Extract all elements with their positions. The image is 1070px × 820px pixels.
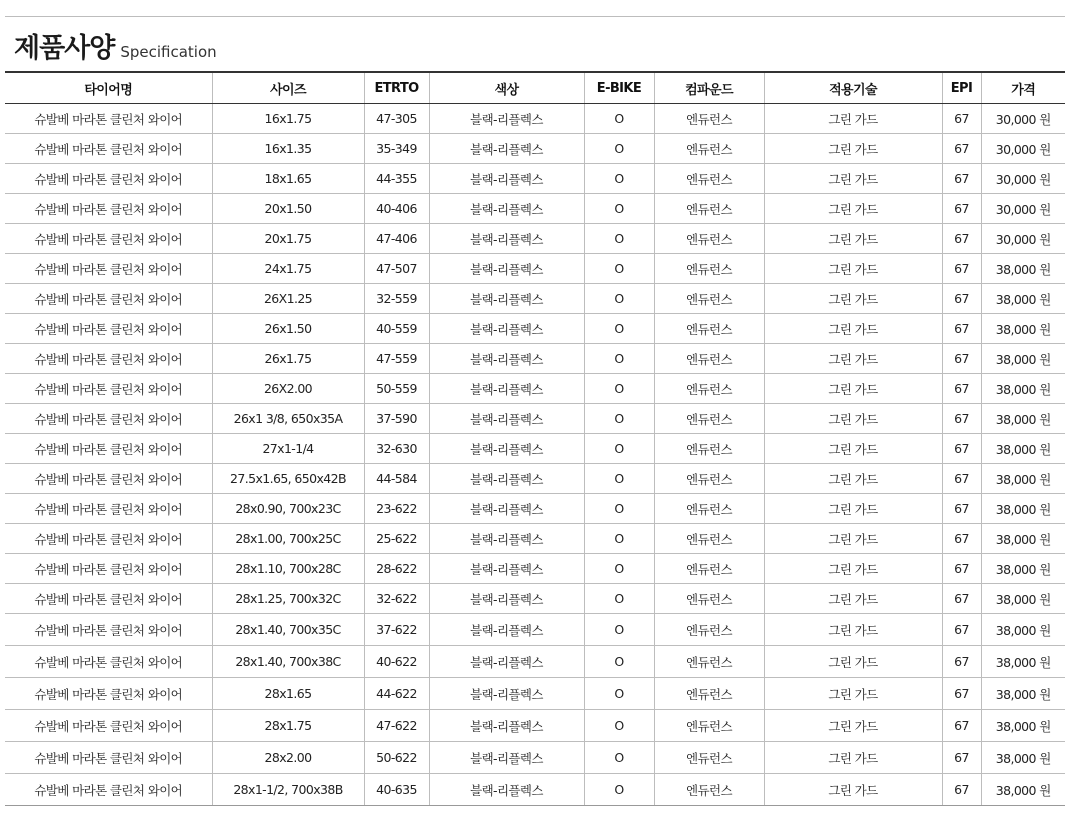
cell-size: 16x1.75 [212, 104, 364, 134]
cell-technology: 그린 가드 [764, 710, 942, 742]
header-price: 가격 [981, 72, 1065, 104]
cell-price: 38,000 원 [981, 374, 1065, 404]
cell-ebike: O [584, 404, 654, 434]
cell-color: 블랙-리플렉스 [429, 494, 584, 524]
cell-price: 38,000 원 [981, 254, 1065, 284]
table-row [5, 464, 1065, 494]
cell-compound: 엔듀런스 [654, 434, 764, 464]
cell-size: 27x1-1/4 [212, 434, 364, 464]
header-etrto: ETRTO [364, 72, 429, 104]
table-row [5, 742, 1065, 774]
table-row [5, 194, 1065, 224]
cell-ebike: O [584, 314, 654, 344]
cell-etrto: 44-355 [364, 164, 429, 194]
cell-color: 블랙-리플렉스 [429, 434, 584, 464]
cell-color: 블랙-리플렉스 [429, 344, 584, 374]
cell-epi: 67 [942, 678, 981, 710]
cell-technology: 그린 가드 [764, 494, 942, 524]
cell-tire-name: 슈발베 마라톤 클린처 와이어 [5, 344, 212, 374]
table-row [5, 314, 1065, 344]
cell-size: 28x1.40, 700x38C [212, 646, 364, 678]
cell-epi: 67 [942, 524, 981, 554]
cell-technology: 그린 가드 [764, 464, 942, 494]
cell-price: 38,000 원 [981, 284, 1065, 314]
cell-etrto: 40-622 [364, 646, 429, 678]
cell-etrto: 47-507 [364, 254, 429, 284]
cell-tire-name: 슈발베 마라톤 클린처 와이어 [5, 164, 212, 194]
cell-size: 26x1.75 [212, 344, 364, 374]
cell-epi: 67 [942, 284, 981, 314]
table-row [5, 614, 1065, 646]
cell-compound: 엔듀런스 [654, 314, 764, 344]
cell-ebike: O [584, 646, 654, 678]
table-body [5, 104, 1065, 806]
cell-size: 26x1 3/8, 650x35A [212, 404, 364, 434]
cell-compound: 엔듀런스 [654, 524, 764, 554]
cell-compound: 엔듀런스 [654, 584, 764, 614]
section-heading [14, 26, 217, 65]
header-size: 사이즈 [212, 72, 364, 104]
table-row [5, 164, 1065, 194]
cell-tire-name: 슈발베 마라톤 클린처 와이어 [5, 134, 212, 164]
section-title: 제품사양 [14, 33, 115, 64]
table-row [5, 284, 1065, 314]
cell-etrto: 47-559 [364, 344, 429, 374]
cell-etrto: 44-584 [364, 464, 429, 494]
cell-price: 38,000 원 [981, 614, 1065, 646]
cell-price: 38,000 원 [981, 584, 1065, 614]
cell-tire-name: 슈발베 마라톤 클린처 와이어 [5, 774, 212, 806]
cell-epi: 67 [942, 374, 981, 404]
cell-ebike: O [584, 254, 654, 284]
table-row [5, 554, 1065, 584]
cell-compound: 엔듀런스 [654, 710, 764, 742]
header-ebike: E-BIKE [584, 72, 654, 104]
cell-price: 38,000 원 [981, 464, 1065, 494]
cell-price: 30,000 원 [981, 224, 1065, 254]
table-row [5, 134, 1065, 164]
cell-epi: 67 [942, 344, 981, 374]
table-row [5, 646, 1065, 678]
cell-ebike: O [584, 434, 654, 464]
cell-technology: 그린 가드 [764, 224, 942, 254]
cell-color: 블랙-리플렉스 [429, 584, 584, 614]
cell-etrto: 32-630 [364, 434, 429, 464]
cell-price: 38,000 원 [981, 344, 1065, 374]
cell-size: 20x1.50 [212, 194, 364, 224]
cell-compound: 엔듀런스 [654, 164, 764, 194]
table-row [5, 404, 1065, 434]
cell-ebike: O [584, 194, 654, 224]
top-divider [5, 16, 1065, 17]
cell-tire-name: 슈발베 마라톤 클린처 와이어 [5, 254, 212, 284]
cell-color: 블랙-리플렉스 [429, 164, 584, 194]
cell-epi: 67 [942, 134, 981, 164]
cell-price: 38,000 원 [981, 678, 1065, 710]
table-row [5, 584, 1065, 614]
cell-epi: 67 [942, 254, 981, 284]
cell-color: 블랙-리플렉스 [429, 404, 584, 434]
cell-epi: 67 [942, 614, 981, 646]
cell-ebike: O [584, 134, 654, 164]
cell-price: 30,000 원 [981, 194, 1065, 224]
cell-tire-name: 슈발베 마라톤 클린처 와이어 [5, 224, 212, 254]
cell-technology: 그린 가드 [764, 404, 942, 434]
cell-color: 블랙-리플렉스 [429, 678, 584, 710]
cell-technology: 그린 가드 [764, 344, 942, 374]
table-row [5, 344, 1065, 374]
cell-color: 블랙-리플렉스 [429, 254, 584, 284]
cell-epi: 67 [942, 554, 981, 584]
cell-tire-name: 슈발베 마라톤 클린처 와이어 [5, 614, 212, 646]
table-row [5, 774, 1065, 806]
cell-compound: 엔듀런스 [654, 494, 764, 524]
cell-tire-name: 슈발베 마라톤 클린처 와이어 [5, 646, 212, 678]
table-row [5, 224, 1065, 254]
cell-price: 38,000 원 [981, 710, 1065, 742]
cell-ebike: O [584, 554, 654, 584]
cell-epi: 67 [942, 314, 981, 344]
cell-technology: 그린 가드 [764, 164, 942, 194]
cell-etrto: 50-622 [364, 742, 429, 774]
cell-size: 28x2.00 [212, 742, 364, 774]
cell-etrto: 37-590 [364, 404, 429, 434]
cell-technology: 그린 가드 [764, 584, 942, 614]
cell-ebike: O [584, 614, 654, 646]
cell-compound: 엔듀런스 [654, 678, 764, 710]
cell-technology: 그린 가드 [764, 374, 942, 404]
cell-tire-name: 슈발베 마라톤 클린처 와이어 [5, 314, 212, 344]
cell-compound: 엔듀런스 [654, 344, 764, 374]
cell-ebike: O [584, 678, 654, 710]
cell-color: 블랙-리플렉스 [429, 284, 584, 314]
table-row [5, 710, 1065, 742]
cell-epi: 67 [942, 434, 981, 464]
cell-compound: 엔듀런스 [654, 284, 764, 314]
cell-epi: 67 [942, 774, 981, 806]
cell-size: 26X1.25 [212, 284, 364, 314]
table-row [5, 494, 1065, 524]
cell-etrto: 40-635 [364, 774, 429, 806]
cell-tire-name: 슈발베 마라톤 클린처 와이어 [5, 194, 212, 224]
cell-ebike: O [584, 464, 654, 494]
cell-price: 30,000 원 [981, 104, 1065, 134]
cell-tire-name: 슈발베 마라톤 클린처 와이어 [5, 374, 212, 404]
cell-epi: 67 [942, 646, 981, 678]
cell-price: 38,000 원 [981, 646, 1065, 678]
cell-tire-name: 슈발베 마라톤 클린처 와이어 [5, 284, 212, 314]
cell-price: 30,000 원 [981, 134, 1065, 164]
cell-color: 블랙-리플렉스 [429, 374, 584, 404]
cell-etrto: 32-559 [364, 284, 429, 314]
cell-ebike: O [584, 774, 654, 806]
cell-etrto: 25-622 [364, 524, 429, 554]
cell-compound: 엔듀런스 [654, 554, 764, 584]
cell-etrto: 37-622 [364, 614, 429, 646]
cell-ebike: O [584, 164, 654, 194]
cell-etrto: 47-622 [364, 710, 429, 742]
table-row [5, 524, 1065, 554]
cell-price: 38,000 원 [981, 314, 1065, 344]
cell-price: 38,000 원 [981, 554, 1065, 584]
cell-tire-name: 슈발베 마라톤 클린처 와이어 [5, 464, 212, 494]
cell-color: 블랙-리플렉스 [429, 554, 584, 584]
cell-etrto: 50-559 [364, 374, 429, 404]
cell-size: 28x0.90, 700x23C [212, 494, 364, 524]
cell-tire-name: 슈발베 마라톤 클린처 와이어 [5, 742, 212, 774]
cell-etrto: 47-305 [364, 104, 429, 134]
cell-price: 38,000 원 [981, 404, 1065, 434]
cell-size: 20x1.75 [212, 224, 364, 254]
cell-technology: 그린 가드 [764, 434, 942, 464]
cell-ebike: O [584, 524, 654, 554]
cell-technology: 그린 가드 [764, 104, 942, 134]
cell-color: 블랙-리플렉스 [429, 134, 584, 164]
cell-color: 블랙-리플렉스 [429, 314, 584, 344]
cell-color: 블랙-리플렉스 [429, 710, 584, 742]
cell-ebike: O [584, 104, 654, 134]
cell-technology: 그린 가드 [764, 678, 942, 710]
cell-size: 26x1.50 [212, 314, 364, 344]
cell-epi: 67 [942, 494, 981, 524]
cell-technology: 그린 가드 [764, 254, 942, 284]
cell-size: 28x1.25, 700x32C [212, 584, 364, 614]
table-row [5, 104, 1065, 134]
cell-ebike: O [584, 584, 654, 614]
cell-etrto: 47-406 [364, 224, 429, 254]
header-epi: EPI [942, 72, 981, 104]
cell-tire-name: 슈발베 마라톤 클린처 와이어 [5, 404, 212, 434]
cell-tire-name: 슈발베 마라톤 클린처 와이어 [5, 710, 212, 742]
section-subtitle: Specification [120, 43, 217, 61]
cell-technology: 그린 가드 [764, 614, 942, 646]
header-color: 색상 [429, 72, 584, 104]
cell-epi: 67 [942, 104, 981, 134]
cell-tire-name: 슈발베 마라톤 클린처 와이어 [5, 494, 212, 524]
cell-etrto: 32-622 [364, 584, 429, 614]
cell-compound: 엔듀런스 [654, 774, 764, 806]
cell-compound: 엔듀런스 [654, 254, 764, 284]
cell-technology: 그린 가드 [764, 524, 942, 554]
cell-price: 38,000 원 [981, 742, 1065, 774]
cell-size: 28x1-1/2, 700x38B [212, 774, 364, 806]
cell-ebike: O [584, 344, 654, 374]
cell-size: 18x1.65 [212, 164, 364, 194]
cell-technology: 그린 가드 [764, 742, 942, 774]
cell-technology: 그린 가드 [764, 646, 942, 678]
cell-ebike: O [584, 710, 654, 742]
cell-etrto: 44-622 [364, 678, 429, 710]
cell-tire-name: 슈발베 마라톤 클린처 와이어 [5, 584, 212, 614]
cell-color: 블랙-리플렉스 [429, 194, 584, 224]
cell-epi: 67 [942, 742, 981, 774]
cell-etrto: 40-406 [364, 194, 429, 224]
cell-tire-name: 슈발베 마라톤 클린처 와이어 [5, 678, 212, 710]
cell-compound: 엔듀런스 [654, 224, 764, 254]
cell-size: 16x1.35 [212, 134, 364, 164]
cell-etrto: 28-622 [364, 554, 429, 584]
cell-price: 30,000 원 [981, 164, 1065, 194]
cell-color: 블랙-리플렉스 [429, 774, 584, 806]
cell-compound: 엔듀런스 [654, 404, 764, 434]
cell-etrto: 35-349 [364, 134, 429, 164]
cell-compound: 엔듀런스 [654, 374, 764, 404]
table-row [5, 374, 1065, 404]
cell-epi: 67 [942, 584, 981, 614]
cell-size: 28x1.65 [212, 678, 364, 710]
cell-technology: 그린 가드 [764, 774, 942, 806]
cell-etrto: 23-622 [364, 494, 429, 524]
cell-tire-name: 슈발베 마라톤 클린처 와이어 [5, 104, 212, 134]
cell-technology: 그린 가드 [764, 134, 942, 164]
cell-ebike: O [584, 224, 654, 254]
cell-epi: 67 [942, 464, 981, 494]
cell-size: 27.5x1.65, 650x42B [212, 464, 364, 494]
cell-compound: 엔듀런스 [654, 194, 764, 224]
cell-size: 28x1.10, 700x28C [212, 554, 364, 584]
cell-color: 블랙-리플렉스 [429, 224, 584, 254]
cell-color: 블랙-리플렉스 [429, 646, 584, 678]
cell-price: 38,000 원 [981, 524, 1065, 554]
cell-etrto: 40-559 [364, 314, 429, 344]
header-tire-name: 타이어명 [5, 72, 212, 104]
cell-compound: 엔듀런스 [654, 614, 764, 646]
cell-epi: 67 [942, 710, 981, 742]
header-technology: 적용기술 [764, 72, 942, 104]
cell-compound: 엔듀런스 [654, 742, 764, 774]
cell-size: 28x1.75 [212, 710, 364, 742]
cell-color: 블랙-리플렉스 [429, 104, 584, 134]
cell-price: 38,000 원 [981, 774, 1065, 806]
cell-color: 블랙-리플렉스 [429, 742, 584, 774]
cell-tire-name: 슈발베 마라톤 클린처 와이어 [5, 434, 212, 464]
table-row [5, 678, 1065, 710]
cell-color: 블랙-리플렉스 [429, 524, 584, 554]
table-row [5, 434, 1065, 464]
cell-technology: 그린 가드 [764, 554, 942, 584]
cell-technology: 그린 가드 [764, 284, 942, 314]
cell-tire-name: 슈발베 마라톤 클린처 와이어 [5, 524, 212, 554]
cell-epi: 67 [942, 194, 981, 224]
cell-technology: 그린 가드 [764, 194, 942, 224]
cell-epi: 67 [942, 404, 981, 434]
cell-size: 24x1.75 [212, 254, 364, 284]
cell-ebike: O [584, 742, 654, 774]
cell-compound: 엔듀런스 [654, 464, 764, 494]
cell-epi: 67 [942, 224, 981, 254]
header-compound: 컴파운드 [654, 72, 764, 104]
spec-table [5, 71, 1065, 806]
cell-tire-name: 슈발베 마라톤 클린처 와이어 [5, 554, 212, 584]
cell-price: 38,000 원 [981, 494, 1065, 524]
table-row [5, 254, 1065, 284]
cell-price: 38,000 원 [981, 434, 1065, 464]
cell-size: 28x1.00, 700x25C [212, 524, 364, 554]
cell-size: 28x1.40, 700x35C [212, 614, 364, 646]
cell-compound: 엔듀런스 [654, 104, 764, 134]
cell-ebike: O [584, 284, 654, 314]
cell-size: 26X2.00 [212, 374, 364, 404]
table-header-row [5, 72, 1065, 104]
cell-compound: 엔듀런스 [654, 134, 764, 164]
cell-color: 블랙-리플렉스 [429, 464, 584, 494]
cell-epi: 67 [942, 164, 981, 194]
cell-ebike: O [584, 494, 654, 524]
cell-color: 블랙-리플렉스 [429, 614, 584, 646]
cell-technology: 그린 가드 [764, 314, 942, 344]
cell-ebike: O [584, 374, 654, 404]
cell-compound: 엔듀런스 [654, 646, 764, 678]
